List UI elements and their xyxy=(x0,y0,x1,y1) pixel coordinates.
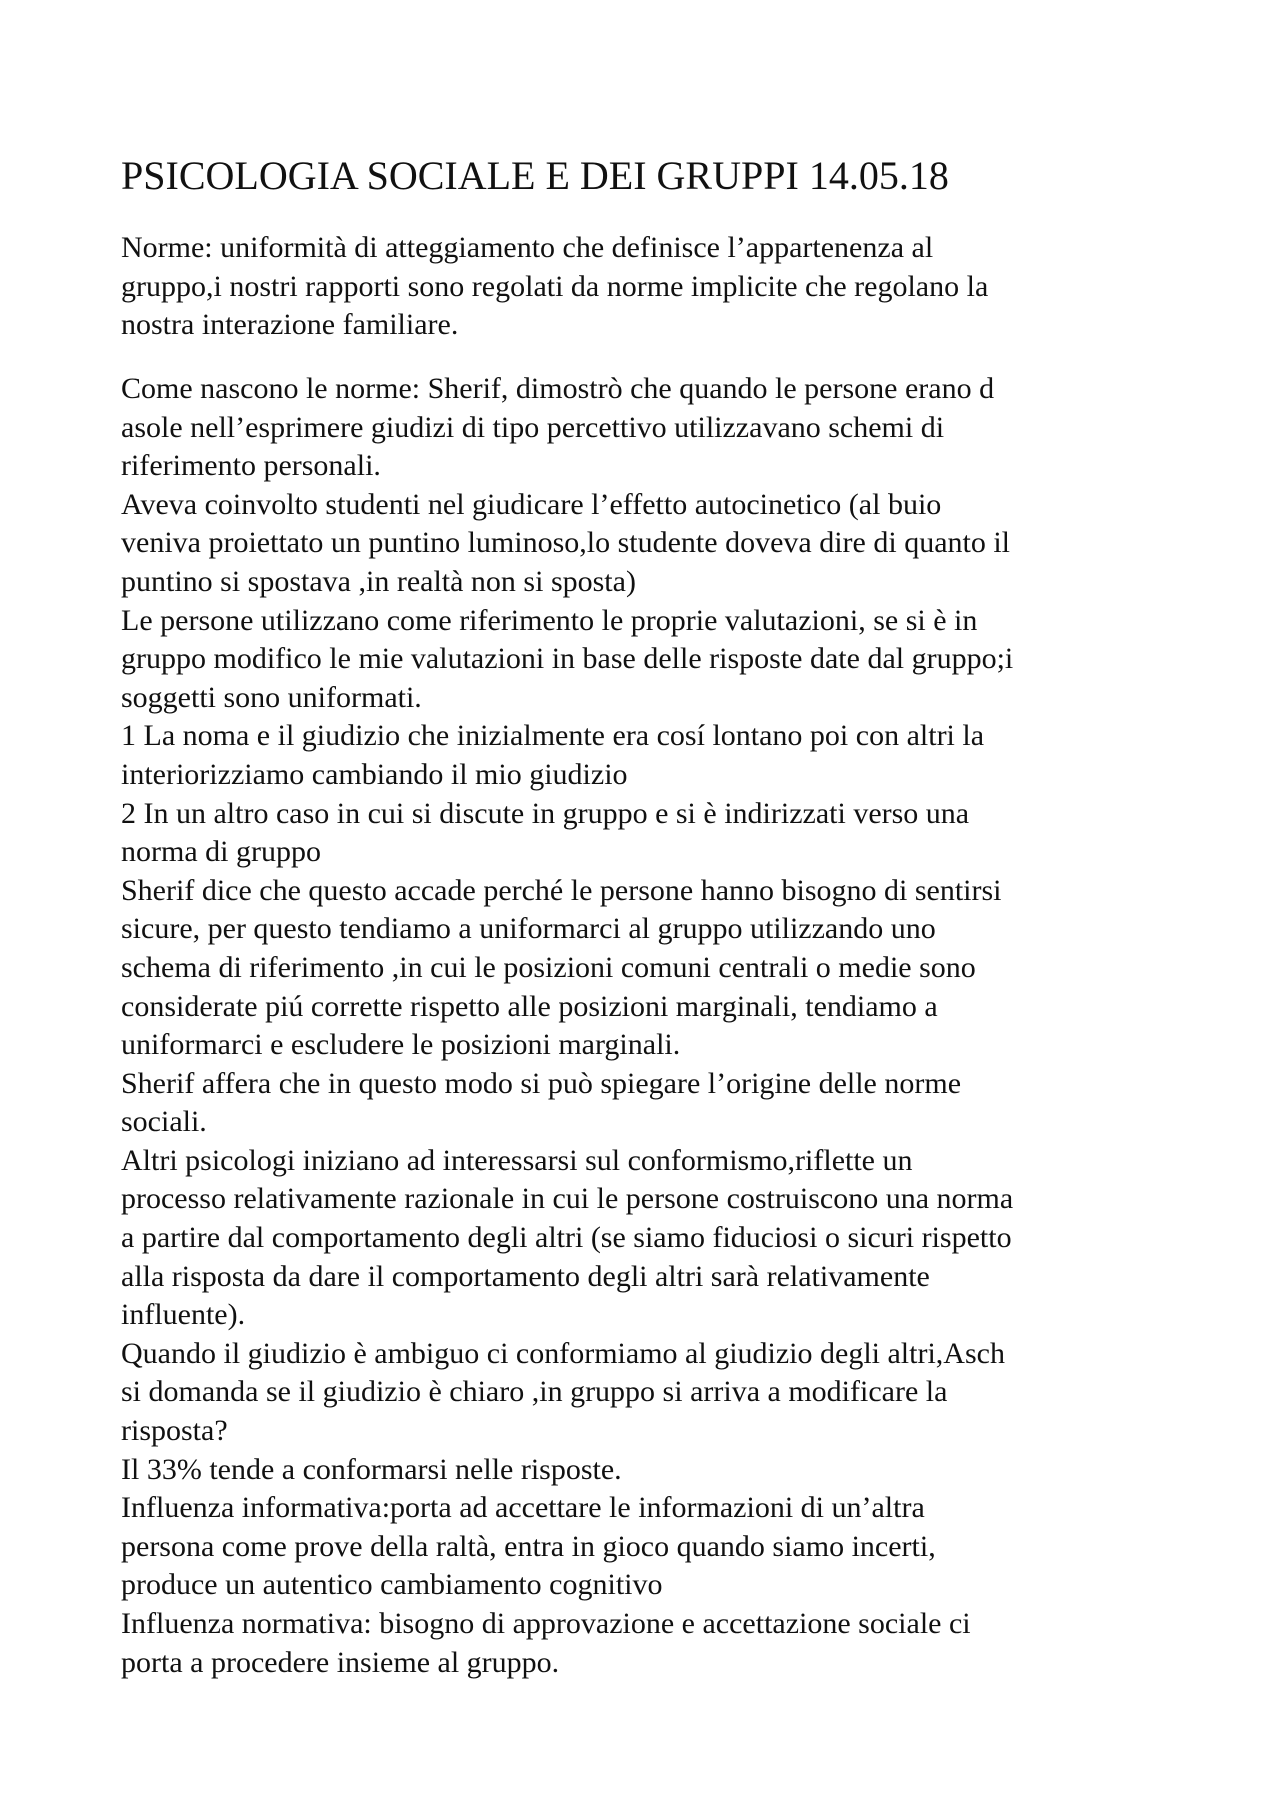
text-line: gruppo,i nostri rapporti sono regolati da norme implicite che regolano la xyxy=(121,269,989,303)
text-line: Influenza informativa:porta ad accettare le informazioni di un’altra xyxy=(121,1491,925,1525)
text-line: Altri psicologi iniziano ad interessarsi sul conformismo,riflette un xyxy=(121,1143,913,1177)
text-line: sicure, per questo tendiamo a uniformarci al gruppo utilizzando uno xyxy=(121,912,936,946)
text-line: Influenza normativa: bisogno di approvazione e accettazione sociale ci xyxy=(121,1607,971,1640)
text-line: 2 In un altro caso in cui si discute in gruppo e si è indirizzati verso una xyxy=(121,796,970,830)
text-line: 1 La noma e il giudizio che inizialmente era cosí lontano poi con altri la xyxy=(121,719,985,753)
text-line: considerate piú corrette rispetto alle posizioni marginali, tendiamo a xyxy=(121,989,938,1023)
text-line: nostra interazione familiare. xyxy=(121,308,459,342)
text-line: Sherif dice che questo accade perché le persone hanno bisogno di sentirsi xyxy=(121,873,1002,907)
text-line: a partire dal comportamento degli altri (se siamo fiduciosi o sicuri rispetto xyxy=(121,1221,1012,1255)
text-line: si domanda se il giudizio è chiaro ,in gruppo si arriva a modificare la xyxy=(121,1375,948,1409)
text-line: alla risposta da dare il comportamento degli altri sarà relativamente xyxy=(121,1259,930,1293)
text-line: puntino si spostava ,in realtà non si sposta) xyxy=(121,564,636,598)
text-line: Norme: uniformità di atteggiamento che definisce l’appartenenza al xyxy=(121,231,934,264)
text-line: uniformarci e escludere le posizioni marginali. xyxy=(121,1028,681,1062)
text-line: veniva proiettato un puntino luminoso,lo studente doveva dire di quanto il xyxy=(121,526,1011,560)
text-line: Aveva coinvolto studenti nel giudicare l’effetto autocinetico (al buio xyxy=(121,487,942,521)
text-line: soggetti sono uniformati. xyxy=(121,680,422,714)
text-line: produce un autentico cambiamento cognitivo xyxy=(121,1568,663,1602)
text-line: norma di gruppo xyxy=(121,835,321,869)
paragraph-come-nascono-le-norme xyxy=(121,370,1013,1682)
text-line: gruppo modifico le mie valutazioni in base delle risposte date dal gruppo;i xyxy=(121,642,1014,676)
text-line: Le persone utilizzano come riferimento le proprie valutazioni, se si è in xyxy=(121,603,978,637)
text-line: Sherif affera che in questo modo si può spiegare l’origine delle norme xyxy=(121,1066,962,1100)
paragraph-norme xyxy=(121,229,988,345)
text-line: influente). xyxy=(121,1298,246,1332)
text-line: sociali. xyxy=(121,1105,207,1139)
text-line: interiorizziamo cambiando il mio giudizio xyxy=(121,757,628,791)
text-line: porta a procedere insieme al gruppo. xyxy=(121,1645,560,1679)
document-title: PSICOLOGIA SOCIALE E DEI GRUPPI 14.05.18 xyxy=(121,153,949,198)
text-line: schema di riferimento ,in cui le posizioni comuni centrali o medie sono xyxy=(121,950,976,984)
text-line: asole nell’esprimere giudizi di tipo percettivo utilizzavano schemi di xyxy=(121,410,945,444)
text-line: processo relativamente razionale in cui le persone costruiscono una norma xyxy=(121,1182,1014,1216)
text-line: Il 33% tende a conformarsi nelle risposte. xyxy=(121,1452,622,1486)
text-line: persona come prove della raltà, entra in gioco quando siamo incerti, xyxy=(121,1529,936,1563)
text-line: Quando il giudizio è ambiguo ci conformiamo al giudizio degli altri,Asch xyxy=(121,1336,1005,1370)
text-line: riferimento personali. xyxy=(121,449,381,483)
text-line: Come nascono le norme: Sherif, dimostrò che quando le persone erano d xyxy=(121,372,995,405)
text-line: risposta? xyxy=(121,1414,228,1448)
